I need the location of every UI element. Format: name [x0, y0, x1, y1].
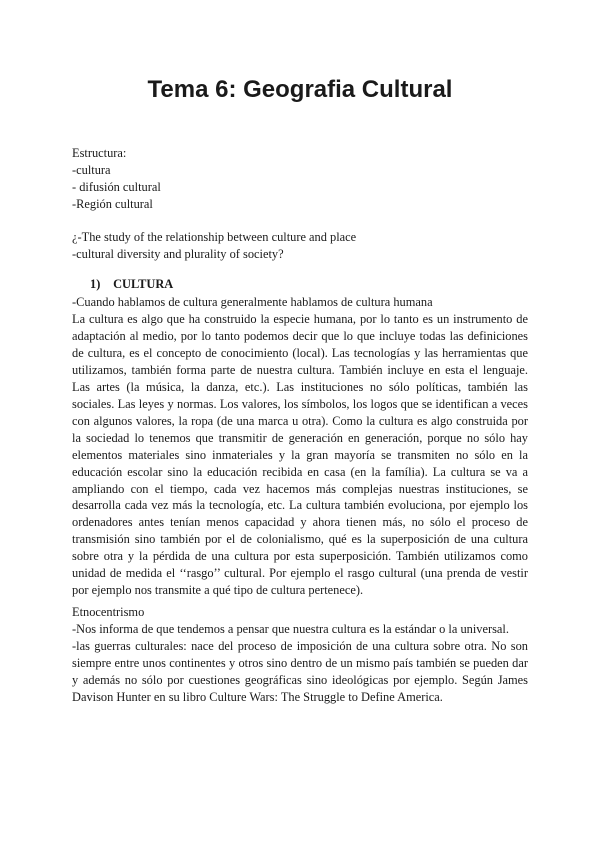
- question-line: ¿-The study of the relationship between culture and place: [72, 230, 357, 244]
- structure-item: -Región cultural: [72, 197, 153, 211]
- section-intro: [72, 294, 532, 311]
- document-title: Tema 6: Geografia Cultural: [147, 76, 453, 103]
- structure-item: -cultura: [72, 163, 111, 177]
- section-number: 1): [90, 277, 101, 291]
- section-heading-cultura: [90, 276, 173, 293]
- section-title: CULTURA: [113, 277, 174, 291]
- structure-item: - difusión cultural: [72, 180, 161, 194]
- etnocentrismo-heading: [72, 604, 532, 621]
- question-line: -cultural diversity and plurality of society?: [72, 247, 284, 261]
- guerras-culturales-paragraph: -las guerras culturales: nace del proceso de imposición de una cultura sobre otra. No son siempre entre unos continentes y otros sino dentro de un mismo país también se pueden dar y además no sólo por cuestiones geográficas sino ideológicas por ejemplo. Según James Davison Hunter en su libro Culture Wars: The Struggle to Define America.: [72, 639, 528, 704]
- etnocentrismo-title: Etnocentrismo: [72, 605, 145, 619]
- structure-label: Estructura:: [72, 146, 127, 160]
- etnocentrismo-line: [72, 621, 532, 638]
- structure-list: [72, 145, 532, 213]
- etnocentrismo-text: -Nos informa de que tendemos a pensar que nuestra cultura es la estándar o la universal.: [72, 622, 509, 636]
- intro-line: -Cuando hablamos de cultura generalmente hablamos de cultura humana: [72, 295, 433, 309]
- cultura-paragraph: La cultura es algo que ha construido la especie humana, por lo tanto es un instrumento de adaptación al medio, por lo tanto podemos decir que lo que incluye todas las definiciones de cultura, es el concepto de conocimiento (local). Las tecnologías y las herramientas que utilizamos, también forma parte de nuestra cultura. También incluye en esta el lenguaje. Las artes (la música, la danza, etc.). Las instituciones no sólo políticas, también las sociales. Las leyes y normas. Los valores, los símbolos, los logos que se identifican a veces con algunos valores, la ropa (de una marca u otra). Como la cultura es algo construida por la sociedad lo tenemos que transmitir de generación en generación, porque no sólo hay elementos materiales sino inmateriales y la gran mayoría se transmiten no sólo en la educación escolar sino la educación recibida en casa (en la família). La cultura se va a ampliando con el tiempo, cada vez hacemos más complejas nuestras instituciones, se desarrolla cada vez más la tecnología, etc. La cultura también evoluciona, por ejemplo los ordenadores antes tenían menos capacidad y ahora tienen más, no sólo el proceso de transmisión sino también por el de colonialismo, qué es la superposición de una cultura sobre otra y la pérdida de una cultura por esta superposición. También utilizamos como unidad de medida el ‘‘rasgo’’ cultural. Por ejemplo el rasgo cultural (una prenda de vestir por ejemplo nos transmite a qué tipo de cultura pertenece).: [72, 312, 528, 598]
- guiding-questions: [72, 229, 532, 263]
